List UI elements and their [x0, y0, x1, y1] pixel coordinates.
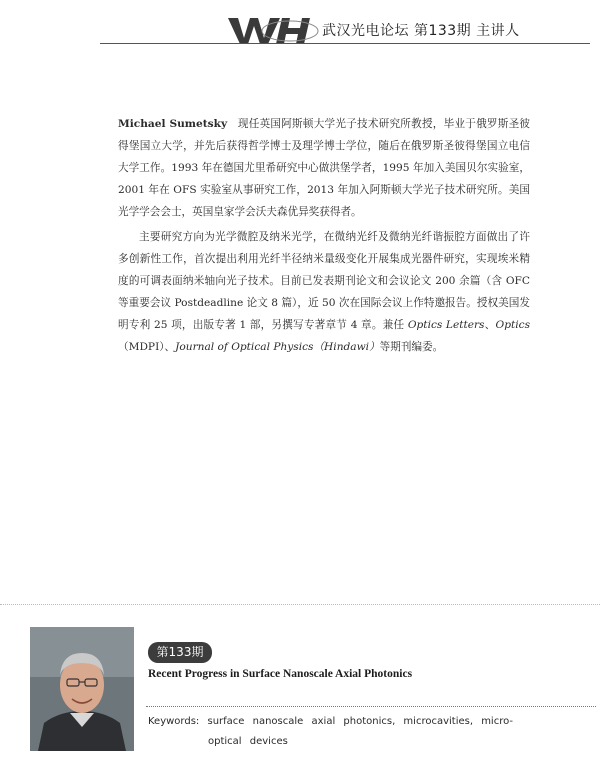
journal-optical-physics: Journal of Optical Physics	[175, 341, 314, 353]
keywords-divider	[146, 706, 596, 707]
journal-optical-physics-publisher: （Hindawi）	[313, 341, 380, 353]
bio-paragraph-2-end: 等期刊编委。	[379, 341, 444, 353]
header-divider	[100, 43, 590, 44]
journal-optics: Optics	[495, 319, 531, 331]
journal-separator: 、	[164, 341, 176, 353]
bio-paragraph-1-text: 现任英国阿斯顿大学光子技术研究所教授，毕业于俄罗斯圣彼得堡国立大学，并先后获得哲学博士及理学博士学位，随后在俄罗斯圣彼得堡国立电信大学工作。1993 年在德国尤里希研究中心做洪堡学者，1995 年加入美国贝尔实验室，2001 年在 OFS 实验室从事研究工作，2013 年加入阿斯顿大学光子技术研究所。美国光学学会会士，英国皇家学会沃夫森优异奖获得者。	[118, 118, 530, 218]
keywords-label: Keywords:	[148, 716, 200, 727]
speaker-photo	[30, 627, 134, 751]
talk-title: Recent Progress in Surface Nanoscale Axial Photonics	[148, 668, 413, 680]
page-header	[100, 10, 600, 50]
bio-paragraph-1	[118, 113, 530, 223]
journal-optics-letters: Optics Letters	[407, 319, 485, 331]
keywords	[148, 712, 568, 752]
speaker-bio	[118, 113, 530, 358]
bio-paragraph-2-text: 主要研究方向为光学微腔及纳米光学，在微纳光纤及微纳光纤谐振腔方面做出了许多创新性工作，首次提出利用光纤半径纳米量级变化开展集成光器件研究，实现埃米精度的可调表面纳米轴向光子技术。目前已发表期刊论文和会议论文 200 余篇（含 OFC 等重要会议 Postdeadline 论文 8 篇），近 50 次在国际会议上作特邀报告。授权美国发明专利 25 项，出版专著 1 部，另撰写专著章节 4 章。兼任	[118, 231, 530, 331]
journal-optics-publisher: （MDPI）	[118, 341, 165, 353]
journal-separator: 、	[484, 319, 496, 331]
keywords-line-2: optical devices	[208, 736, 288, 747]
section-divider	[0, 604, 600, 605]
bio-paragraph-2	[118, 226, 530, 358]
forum-title: 武汉光电论坛 第133期 主讲人	[322, 23, 520, 39]
speaker-name: Michael Sumetsky	[118, 118, 228, 130]
keywords-line-1: surface nanoscale axial photonics, microcavities, micro-	[207, 716, 514, 727]
issue-badge: 第133期	[148, 642, 212, 663]
